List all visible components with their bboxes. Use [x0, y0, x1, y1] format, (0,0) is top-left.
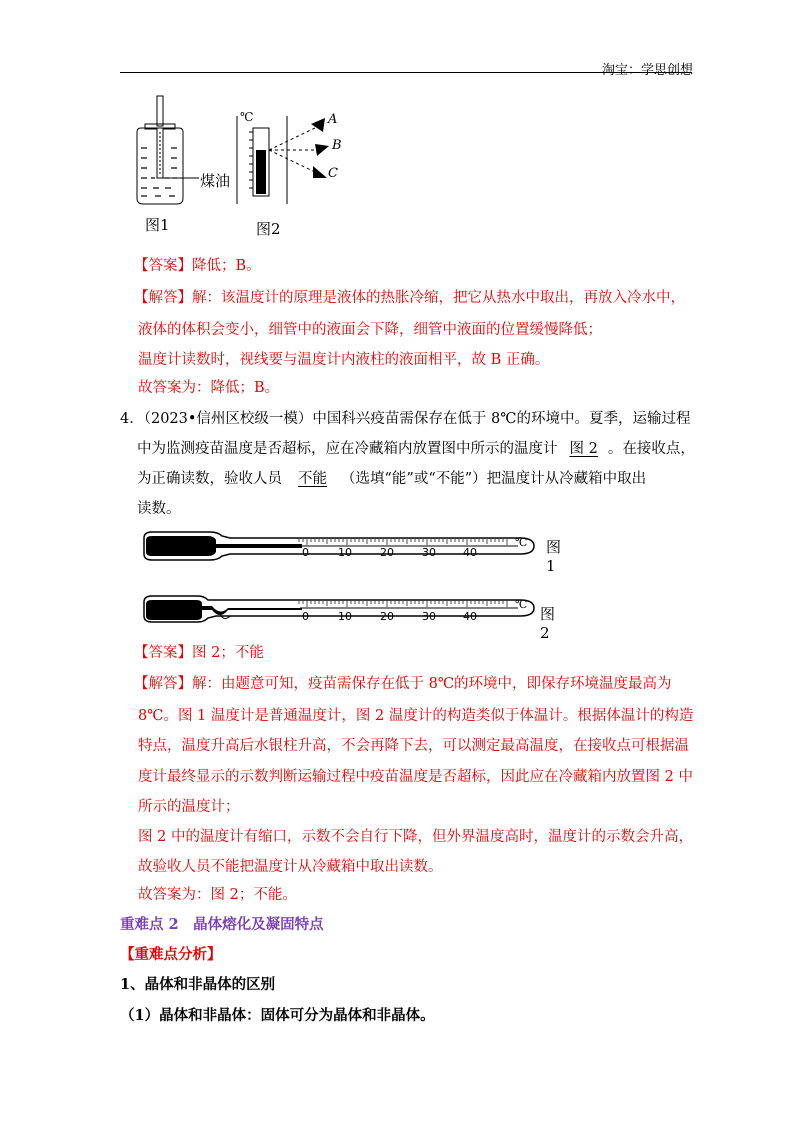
q4-line: 4．（2023•信州区校级一模）中国科兴疫苗需保存在低于 8℃的环境中。夏季，运输过程 [120, 411, 691, 427]
q4-analysis-line: 特点，温度升高后水银柱升高，不会再降下去，可以测定最高温度，在接收点可根据温 [138, 738, 689, 754]
figure2-thermometer [237, 116, 329, 204]
tick-label: 10 [338, 610, 352, 623]
tick-label: 20 [380, 546, 394, 559]
section-title: 重难点 2 晶体熔化及凝固特点 [120, 916, 324, 933]
q3-analysis-line: 【解答】解：该温度计的原理是液体的热胀冷缩，把它从热水中取出，再放入冷水中， [134, 290, 685, 306]
q4-analysis-line: 度计最终显示的示数判断运输过程中疫苗温度是否超标，因此应在冷藏箱内放置图 2 中 [138, 769, 693, 785]
tick-label: 0 [302, 546, 309, 559]
q3-analysis-line: 温度计读数时，视线要与温度计内液柱的液面相平，故 B 正确。 [138, 352, 550, 368]
figure1-jar [137, 96, 199, 204]
q4-line2-post: 。在接收点， [607, 441, 695, 457]
q4-analysis-line: 所示的温度计； [138, 799, 240, 815]
eye-a-label: A [328, 112, 338, 127]
unit-label: ℃ [515, 536, 528, 549]
q4-blank2: 不能 [298, 471, 327, 487]
eye-b-icon [315, 144, 329, 156]
q3-analysis-line: 液体的体积会变小，细管中的液面会下降，细管中液面的位置缓慢降低； [138, 322, 602, 338]
tick-label: 10 [338, 546, 352, 559]
q4-analysis-line: 故验收人员不能把温度计从冷藏箱中取出读数。 [138, 859, 443, 875]
q4-analysis-line: 图 2 中的温度计有缩口，示数不会自行下降，但外界温度高时，温度计的示数会升高， [138, 829, 693, 845]
unit-label: ℃ [240, 110, 254, 124]
tick-label: 30 [422, 546, 436, 559]
eye-c-label: C [328, 166, 338, 181]
section-heading-1: 1、晶体和非晶体的区别 [120, 976, 276, 993]
eye-b-label: B [332, 138, 342, 153]
eye-a-icon [311, 118, 325, 132]
unit-label: ℃ [515, 598, 528, 611]
page-header: 淘宝：学思创想 [601, 63, 693, 78]
q4-analysis-line: 故答案为：图 2；不能。 [138, 887, 297, 903]
tick-label: 30 [422, 610, 436, 623]
q4-line3-post: （选填“能”或“不能”）把温度计从冷藏箱中取出 [341, 471, 647, 487]
q4-line: 读数。 [137, 501, 181, 517]
q4-analysis-line: 【解答】解：由题意可知，疫苗需保存在低于 8℃的环境中，即保存环境温度最高为 [134, 676, 672, 692]
q4-answer: 【答案】图 2；不能 [134, 645, 264, 661]
kerosene-label: 煤油 [200, 172, 231, 190]
tick-label: 20 [380, 610, 394, 623]
q3-analysis-line: 故答案为：降低；B。 [138, 380, 280, 396]
eye-c-icon [313, 166, 327, 178]
q4-blank1: 图 2 [569, 441, 598, 457]
figure1-label: 图1 [145, 216, 170, 234]
q4-line3-pre: 为正确读数，验收人员 [137, 471, 282, 487]
q4-line [137, 467, 646, 488]
tick-label: 0 [302, 610, 309, 623]
thermometer-1-label: 图1 [546, 538, 562, 575]
q4-line [137, 437, 695, 458]
tick-label: 40 [463, 546, 477, 559]
thermometer-2-label: 图2 [540, 605, 556, 642]
q3-answer: 【答案】降低；B。 [134, 258, 261, 274]
figure2-label: 图2 [256, 220, 281, 238]
header-rule [120, 72, 692, 73]
q4-analysis-line: 8℃。图 1 温度计是普通温度计，图 2 温度计的构造类似于体温计。根据体温计的构造 [138, 708, 694, 724]
section-analysis-heading: 【重难点分析】 [120, 946, 222, 963]
tick-label: 40 [463, 610, 477, 623]
section-heading-2: （1）晶体和非晶体：固体可分为晶体和非晶体。 [120, 1007, 435, 1024]
q4-line2-pre: 中为监测疫苗温度是否超标，应在冷藏箱内放置图中所示的温度计 [137, 441, 558, 457]
